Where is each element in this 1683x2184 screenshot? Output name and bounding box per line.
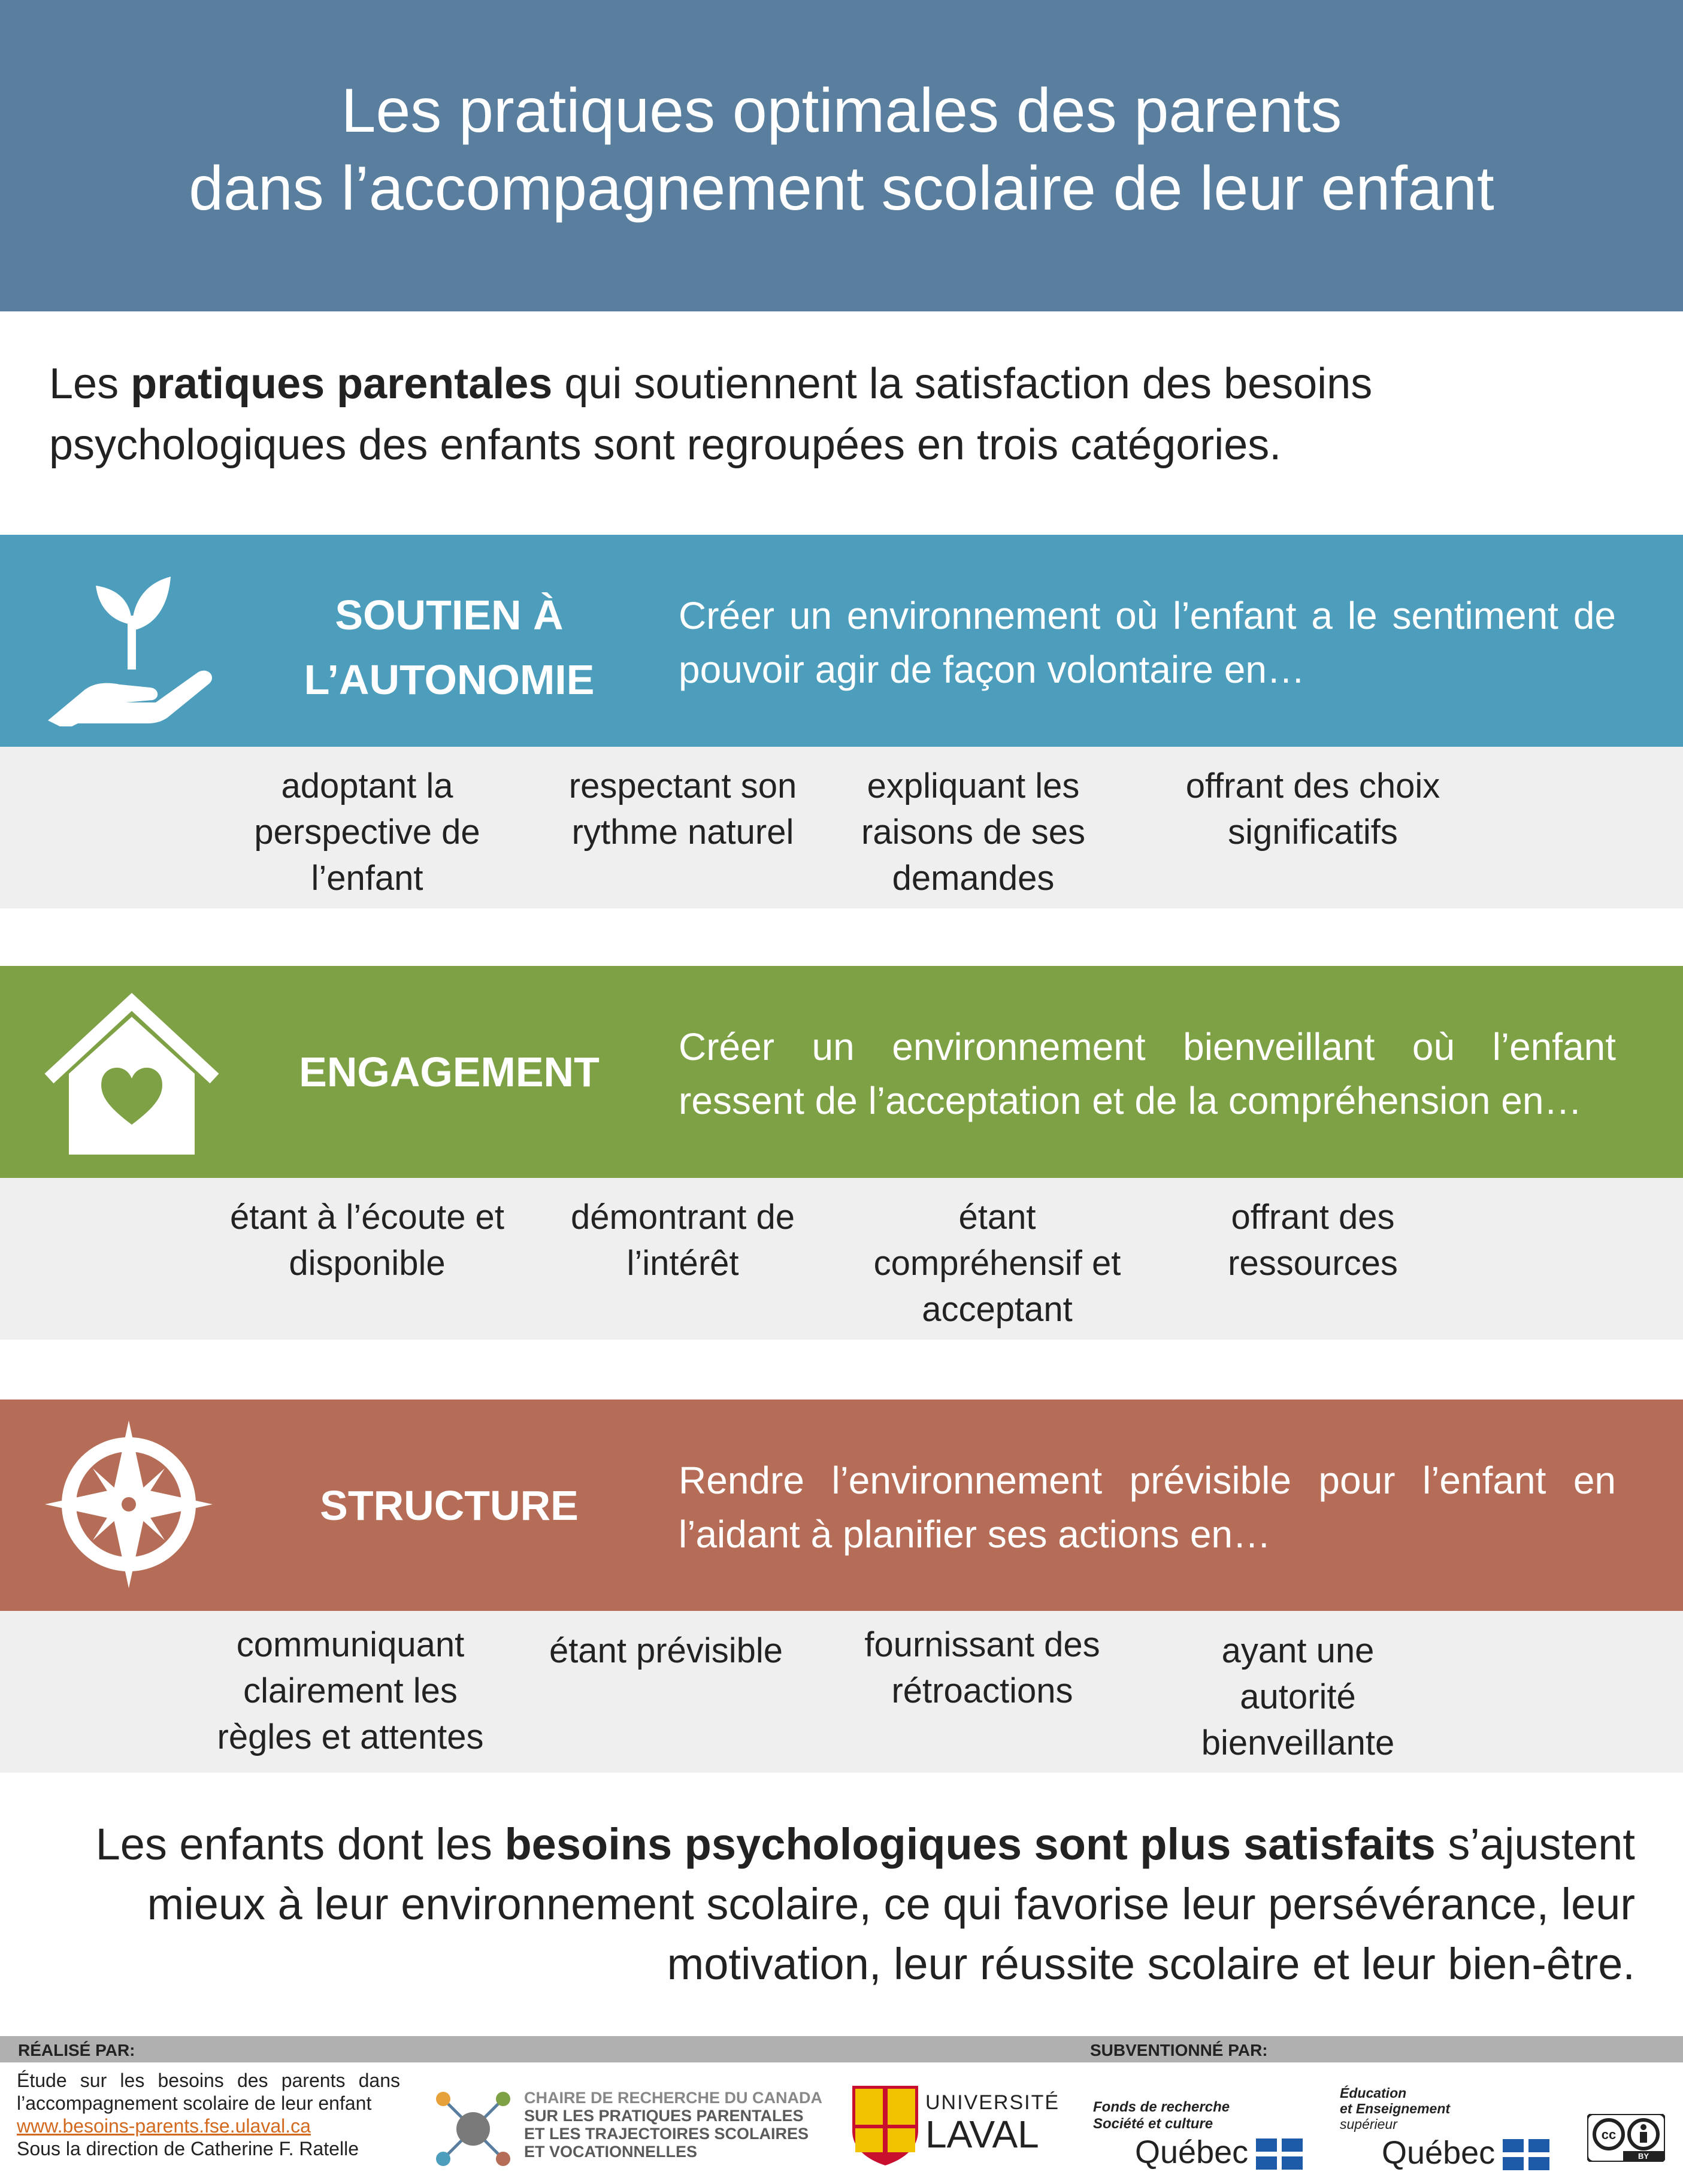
category-title-line1: SOUTIEN À [335,592,564,638]
creative-commons-by-icon [1587,2114,1665,2162]
svg-text:cc: cc [1601,2127,1617,2142]
category-structure-band [0,1400,1683,1612]
practice-item: expliquant les raisons de ses demandes [861,767,1085,898]
chaire-name [524,2089,822,2161]
intro-bold: pratiques parentales [131,360,553,408]
study-credit [17,2069,400,2160]
hand-plant-icon [42,559,222,726]
frqsc-line: Société et culture [1093,2116,1213,2132]
intro-paragraph [49,353,1606,475]
chaire-network-icon [431,2087,515,2171]
category-autonomy-band [0,535,1683,747]
ees-line: et Enseignement [1340,2101,1451,2116]
quebec-flag-icon [1256,2138,1303,2170]
category-description: Créer un environnement où l’enfant a le sentiment de pouvoir agir de façon volontaire en… [679,594,1616,691]
study-direction: Sous la direction de Catherine F. Ratelle [17,2138,359,2159]
house-heart-icon [42,990,222,1158]
category-title-line2: L’AUTONOMIE [304,656,595,703]
conclusion-bold: besoins psychologiques sont plus satisfaits [504,1819,1436,1869]
category-description: Rendre l’environnement prévisible pour l’enfant en l’aidant à planifier ses actions en… [679,1459,1616,1556]
quebec-flag-icon [1503,2139,1549,2170]
chaire-line: ET VOCATIONNELLES [524,2143,698,2161]
footer-bar [0,2036,1683,2062]
quebec-wordmark: Québec [1382,2135,1496,2171]
category-description: Créer un environnement bienveillant où l’enfant ressent de l’acceptation et de la compréhension en… [679,1025,1616,1122]
category-engagement-band [0,966,1683,1178]
practice-item: étant prévisible [549,1631,783,1670]
frqsc-logo [1093,2099,1315,2174]
laval-crest-icon [849,2083,921,2167]
made-by-label: RÉALISÉ PAR: [18,2041,135,2059]
page-subtitle: dans l’accompagnement scolaire de leur enfant [189,154,1494,223]
category-structure-practices [0,1611,1683,1773]
practice-item: démontrant de l’intérêt [570,1198,795,1283]
category-engagement-practices [0,1178,1683,1340]
category-title: STRUCTURE [320,1482,579,1529]
practice-item: ayant une autorité bienveillante [1201,1631,1395,1762]
ees-line: supérieur [1340,2116,1397,2132]
practice-item: étant à l’écoute et disponible [230,1198,504,1283]
practice-item: offrant des choix significatifs [1185,767,1440,852]
chaire-line: ET LES TRAJECTOIRES SCOLAIRES [524,2125,809,2143]
practice-item: fournissant des rétroactions [864,1625,1100,1710]
intro-text-end: qui soutiennent la satisfaction des besoins psychologiques des enfants sont regroupées en trois catégories. [49,360,1373,469]
funded-by-label: SUBVENTIONNÉ PAR: [1090,2041,1268,2059]
laval-name [925,2091,1060,2154]
chaire-line: SUR LES PRATIQUES PARENTALES [524,2107,804,2125]
category-autonomy-practices [0,747,1683,908]
compass-icon [39,1420,219,1588]
practice-item: étant compréhensif et acceptant [873,1198,1121,1329]
quebec-wordmark: Québec [1135,2134,1249,2170]
practice-item: communiquant clairement les règles et attentes [217,1625,484,1756]
laval-line1: UNIVERSITÉ [925,2091,1060,2114]
cc-by-label: BY [1637,2152,1649,2161]
conclusion-text-start: Les enfants dont les [95,1819,505,1869]
intro-text-start: Les [49,360,131,408]
category-title: ENGAGEMENT [299,1049,600,1095]
education-quebec-logo [1340,2085,1567,2174]
ees-line: Éducation [1340,2085,1407,2101]
frqsc-line: Fonds de recherche [1093,2099,1230,2115]
practice-item: respectant son rythme naturel [568,767,797,852]
laval-line2: LAVAL [925,2113,1039,2156]
conclusion-paragraph [42,1815,1635,1994]
practice-item: offrant des ressources [1228,1198,1398,1283]
chaire-line: CHAIRE DE RECHERCHE DU CANADA [524,2089,823,2107]
page-header [0,0,1683,311]
page-title: Les pratiques optimales des parents [341,76,1342,146]
conclusion-text-end: s’ajustent mieux à leur environnement scolaire, ce qui favorise leur persévérance, leur motivation, leur réussite scolaire et leur bien-être. [147,1819,1635,1989]
practice-item: adoptant la perspective de l’enfant [254,767,480,898]
study-link[interactable]: www.besoins-parents.fse.ulaval.ca [17,2115,311,2137]
study-title: Étude sur les besoins des parents dans l’accompagnement scolaire de leur enfant [17,2070,400,2114]
